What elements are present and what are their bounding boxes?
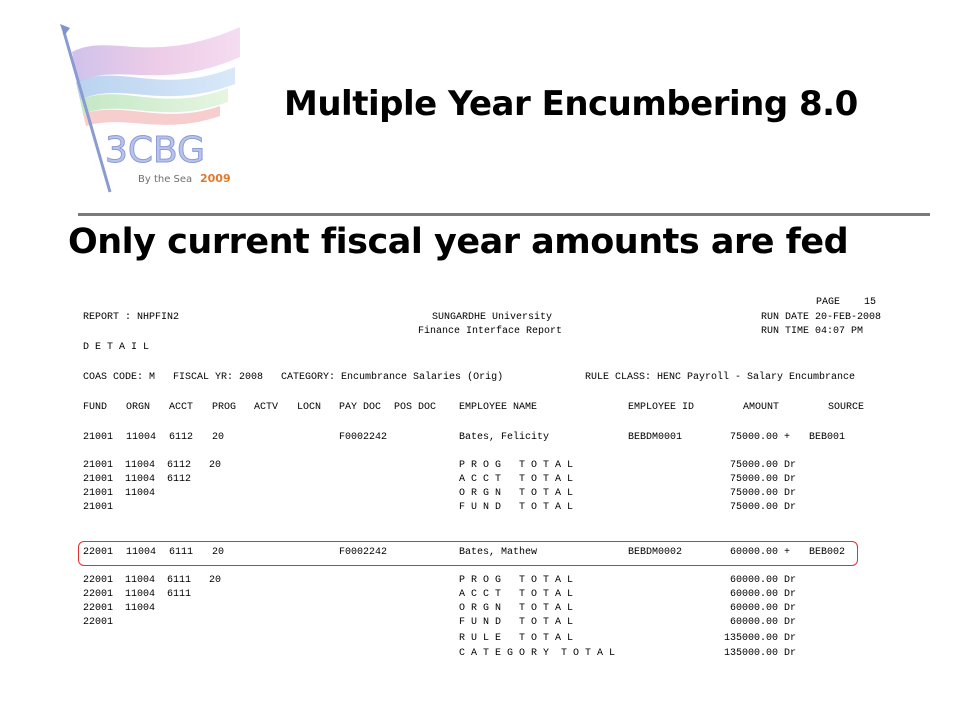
total-label: A C C T T O T A L: [459, 589, 574, 600]
total-keys: 21001 11004: [83, 488, 156, 499]
detail-prog: 20: [212, 547, 225, 558]
total-label: R U L E T O T A L: [459, 633, 574, 644]
detail-prog: 20: [212, 432, 225, 443]
total-label: P R O G T O T A L: [459, 460, 574, 471]
detail-amount: 60000.00 +: [730, 547, 791, 558]
total-label: C A T E G O R Y T O T A L: [459, 648, 616, 659]
total-keys: 22001: [83, 617, 114, 628]
report-criteria: COAS CODE: M FISCAL YR: 2008 CATEGORY: Encumbrance Salaries (Orig): [83, 372, 504, 383]
total-amount: 75000.00 Dr: [730, 460, 797, 471]
detail-employee-id: BEBDM0001: [628, 432, 683, 443]
detail-pay-doc: F0002242: [339, 432, 388, 443]
col-header-employee-id: EMPLOYEE ID: [628, 402, 695, 413]
col-header-prog: PROG: [212, 402, 237, 413]
report-institution: SUNGARDHE University: [432, 312, 553, 323]
total-amount: 75000.00 Dr: [730, 488, 797, 499]
slide-subtitle: Only current fiscal year amounts are fed: [68, 222, 849, 262]
total-label: O R G N T O T A L: [459, 488, 574, 499]
total-keys: 22001 11004 6111 20: [83, 575, 222, 586]
report-rule-class: RULE CLASS: HENC Payroll - Salary Encumbrance: [585, 372, 856, 383]
report-name: Finance Interface Report: [418, 326, 563, 337]
detail-pay-doc: F0002242: [339, 547, 388, 558]
col-header-orgn: ORGN: [126, 402, 151, 413]
report-page-number: PAGE 15: [816, 297, 877, 308]
total-label: A C C T T O T A L: [459, 474, 574, 485]
total-amount: 75000.00 Dr: [730, 502, 797, 513]
col-header-actv: ACTV: [254, 402, 279, 413]
total-amount: 135000.00 Dr: [724, 648, 797, 659]
logo-brand-text: 3CBG: [105, 130, 206, 171]
total-label: O R G N T O T A L: [459, 603, 574, 614]
col-header-pos-doc: POS DOC: [394, 402, 437, 413]
detail-acct: 6112: [169, 432, 194, 443]
detail-source: BEB002: [809, 547, 846, 558]
total-label: P R O G T O T A L: [459, 575, 574, 586]
col-header-acct: ACCT: [169, 402, 194, 413]
detail-fund: 21001: [83, 432, 114, 443]
detail-orgn: 11004: [126, 547, 157, 558]
slide-title: Multiple Year Encumbering 8.0: [284, 84, 858, 124]
col-header-pay-doc: PAY DOC: [339, 402, 382, 413]
detail-fund: 22001: [83, 547, 114, 558]
detail-amount: 75000.00 +: [730, 432, 791, 443]
total-amount: 60000.00 Dr: [730, 589, 797, 600]
total-amount: 75000.00 Dr: [730, 474, 797, 485]
detail-source: BEB001: [809, 432, 846, 443]
detail-employee-name: Bates, Mathew: [459, 547, 538, 558]
col-header-fund: FUND: [83, 402, 108, 413]
total-amount: 60000.00 Dr: [730, 617, 797, 628]
total-amount: 135000.00 Dr: [724, 633, 797, 644]
total-label: F U N D T O T A L: [459, 502, 574, 513]
col-header-employee-name: EMPLOYEE NAME: [459, 402, 538, 413]
total-keys: 22001 11004: [83, 603, 156, 614]
total-keys: 21001: [83, 502, 114, 513]
report-run-date: RUN DATE 20-FEB-2008: [761, 312, 882, 323]
total-amount: 60000.00 Dr: [730, 575, 797, 586]
logo-tagline-text: By the Sea: [138, 174, 193, 185]
detail-orgn: 11004: [126, 432, 157, 443]
report-section-label: D E T A I L: [83, 342, 150, 353]
detail-employee-id: BEBDM0002: [628, 547, 683, 558]
report-run-time: RUN TIME 04:07 PM: [761, 326, 864, 337]
report-id: REPORT : NHPFIN2: [83, 312, 180, 323]
total-keys: 22001 11004 6111: [83, 589, 192, 600]
col-header-amount: AMOUNT: [743, 402, 780, 413]
total-label: F U N D T O T A L: [459, 617, 574, 628]
total-amount: 60000.00 Dr: [730, 603, 797, 614]
total-keys: 21001 11004 6112 20: [83, 460, 222, 471]
logo-year-text: 2009: [200, 172, 231, 185]
detail-acct: 6111: [169, 547, 194, 558]
total-keys: 21001 11004 6112: [83, 474, 192, 485]
detail-employee-name: Bates, Felicity: [459, 432, 550, 443]
col-header-source: SOURCE: [828, 402, 865, 413]
col-header-locn: LOCN: [297, 402, 322, 413]
